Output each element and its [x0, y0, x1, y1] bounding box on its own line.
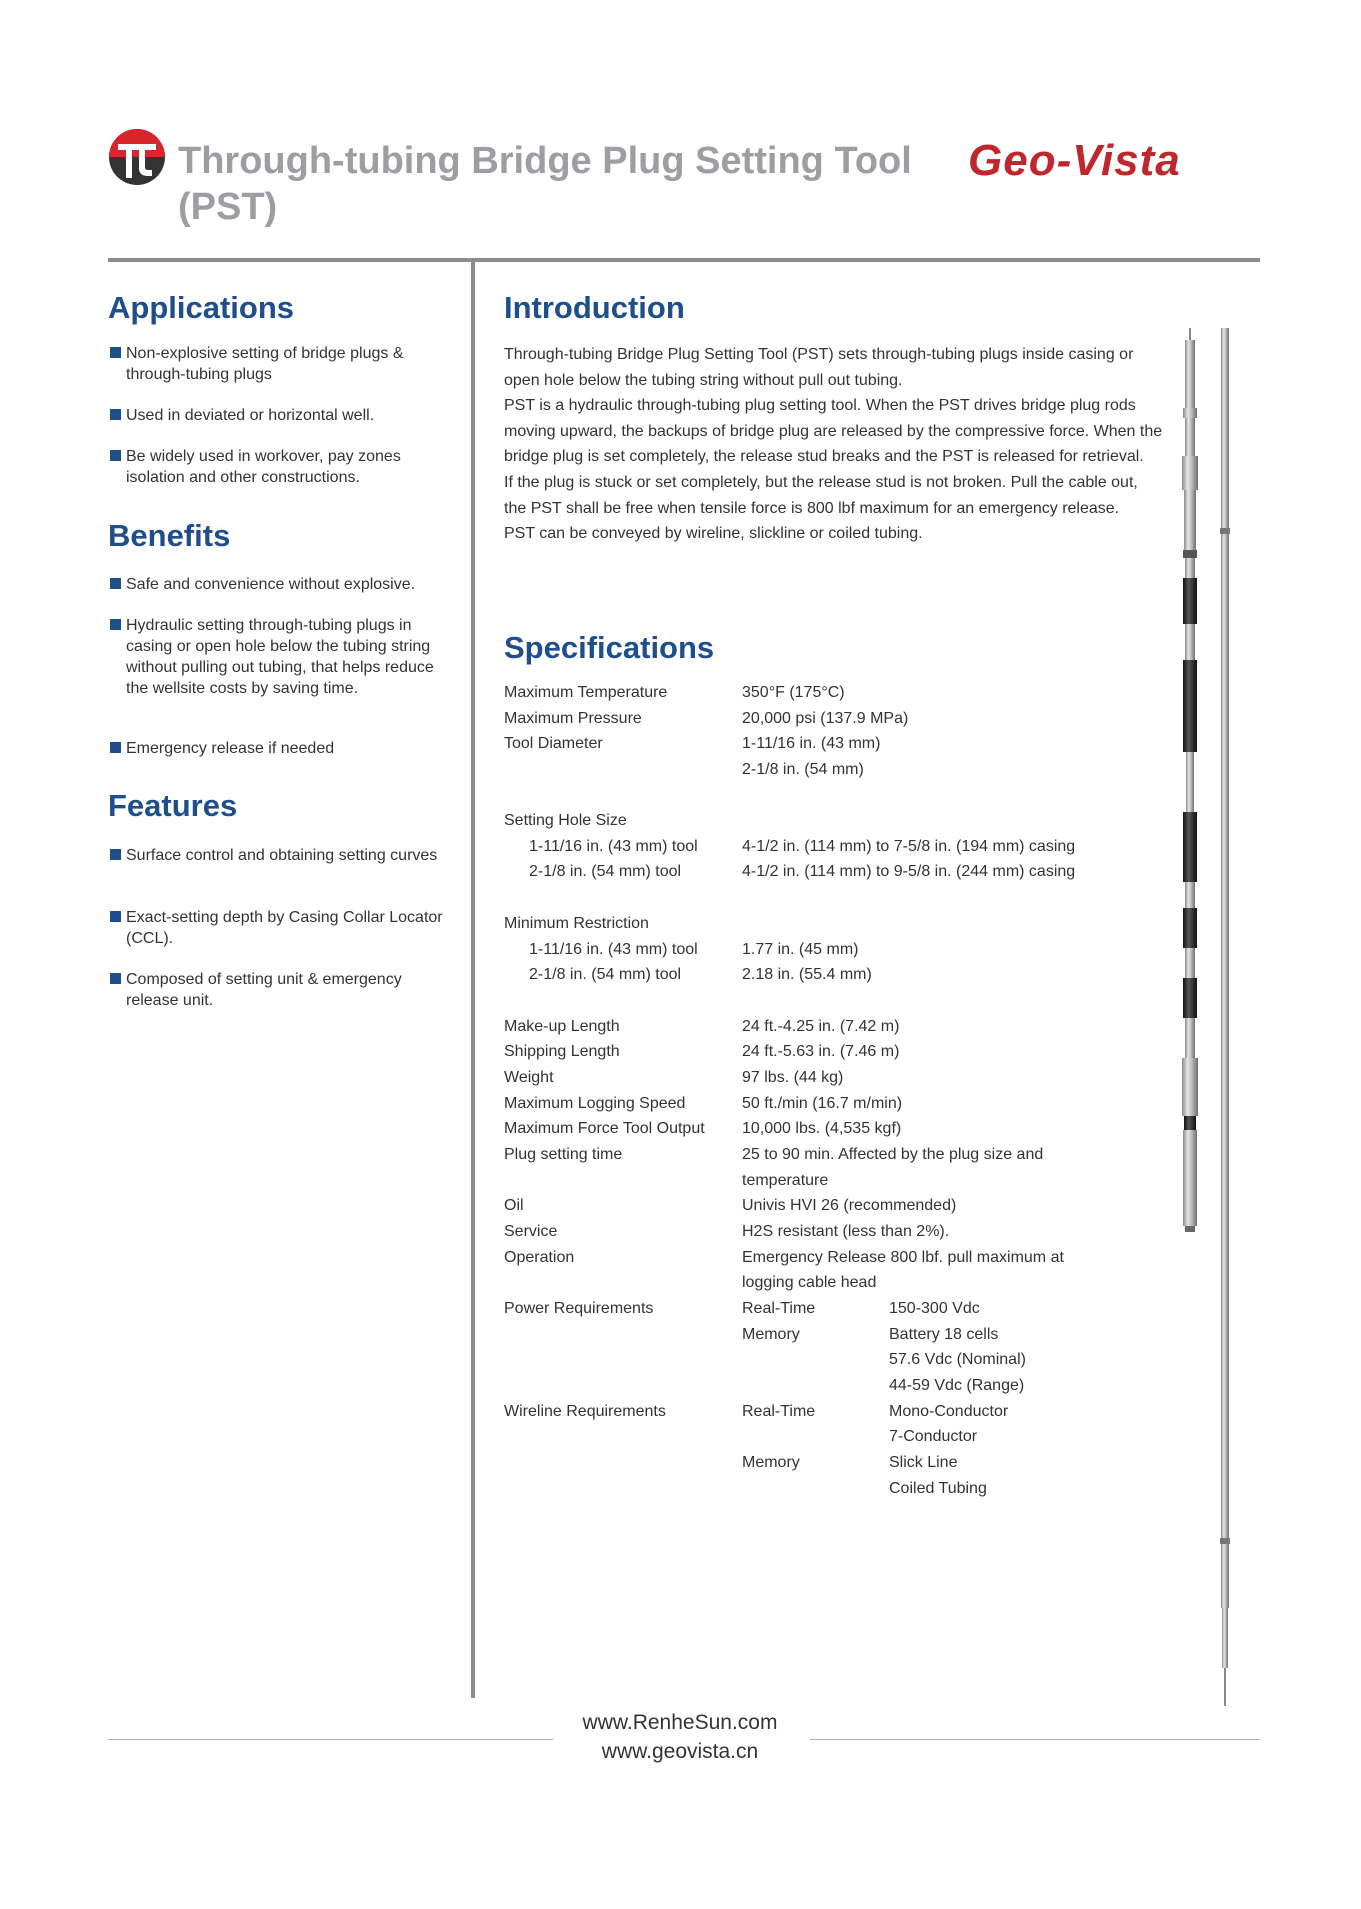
- spec-label: Shipping Length: [504, 1043, 620, 1060]
- bullet-square-icon: [110, 973, 121, 984]
- bullet-square-icon: [110, 619, 121, 630]
- spec-value: 1-11/16 in. (43 mm): [742, 735, 881, 752]
- bullet-square-icon: [110, 347, 121, 358]
- spec-label: Maximum Logging Speed: [504, 1095, 686, 1112]
- spec-value: 24 ft.-4.25 in. (7.42 m): [742, 1018, 900, 1035]
- spec-label: Maximum Pressure: [504, 710, 642, 727]
- spec-value: 150-300 Vdc: [889, 1300, 980, 1317]
- spec-value: Slick Line: [889, 1454, 958, 1471]
- spec-label: Weight: [504, 1069, 554, 1086]
- spec-sublabel: 2-1/8 in. (54 mm) tool: [529, 863, 682, 880]
- spec-label: Setting Hole Size: [504, 812, 627, 829]
- footer-url-geovista[interactable]: www.geovista.cn: [601, 1740, 759, 1763]
- spec-label: Power Requirements: [504, 1300, 654, 1317]
- spec-label: Minimum Restriction: [504, 915, 649, 932]
- spec-value: Emergency Release 800 lbf. pull maximum at: [742, 1249, 1064, 1266]
- spec-value: 97 lbs. (44 kg): [742, 1069, 844, 1086]
- spec-value: 2.18 in. (55.4 mm): [742, 966, 872, 983]
- spec-value: 57.6 Vdc (Nominal): [889, 1351, 1026, 1368]
- spec-value: Mono-Conductor: [889, 1403, 1009, 1420]
- intro-paragraph: If the plug is stuck or set completely, but the release stud is not broken. Pull the cable out, the PST shall be free when tensile force is 800 lbf maximum for an emergency release.: [504, 473, 1138, 517]
- brand-logo: Geo-Vista: [968, 136, 1181, 185]
- spec-value: 50 ft./min (16.7 m/min): [742, 1095, 903, 1112]
- list-item: Surface control and obtaining setting curves: [110, 845, 450, 866]
- spec-sublabel: Memory: [742, 1326, 800, 1343]
- features-heading: Features: [108, 788, 238, 823]
- spec-value: 24 ft.-5.63 in. (7.46 m): [742, 1043, 900, 1060]
- spec-label: Oil: [504, 1197, 524, 1214]
- spec-value: Battery 18 cells: [889, 1326, 999, 1343]
- spec-sublabel: 1-11/16 in. (43 mm) tool: [529, 838, 698, 855]
- bullet-square-icon: [110, 742, 121, 753]
- spec-value: 4-1/2 in. (114 mm) to 9-5/8 in. (244 mm) casing: [742, 863, 1076, 880]
- spec-sublabel: Real-Time: [742, 1300, 816, 1317]
- list-item: Exact-setting depth by Casing Collar Locator (CCL).: [110, 907, 450, 949]
- spec-value: 10,000 lbs. (4,535 kgf): [742, 1120, 902, 1137]
- list-item: Emergency release if needed: [110, 738, 450, 759]
- header-divider: [108, 258, 1260, 262]
- spec-value: temperature: [742, 1172, 829, 1189]
- list-item: Be widely used in workover, pay zones isolation and other constructions.: [110, 446, 450, 488]
- intro-paragraph: Through-tubing Bridge Plug Setting Tool (PST) sets through-tubing plugs inside casing or open hole below the tubing string without pull out tubing.: [504, 346, 1134, 389]
- spec-label: Wireline Requirements: [504, 1403, 666, 1420]
- spec-sublabel: 1-11/16 in. (43 mm) tool: [529, 941, 698, 958]
- list-item: Composed of setting unit & emergency release unit.: [110, 969, 450, 1011]
- bullet-square-icon: [110, 578, 121, 589]
- spec-value: 2-1/8 in. (54 mm): [742, 761, 864, 778]
- renhesun-logo-icon: [108, 128, 166, 186]
- spec-value: 25 to 90 min. Affected by the plug size and: [742, 1146, 1044, 1163]
- intro-paragraph: PST can be conveyed by wireline, slickline or coiled tubing.: [504, 525, 923, 543]
- spec-label: Plug setting time: [504, 1146, 623, 1163]
- bullet-square-icon: [110, 450, 121, 461]
- bullet-square-icon: [110, 409, 121, 420]
- spec-value: 20,000 psi (137.9 MPa): [742, 710, 909, 727]
- bullet-square-icon: [110, 911, 121, 922]
- spec-value: logging cable head: [742, 1274, 877, 1291]
- intro-paragraph: PST is a hydraulic through-tubing plug setting tool. When the PST drives bridge plug rods moving upward, the backups of bridge plug are released by the compressive force. When the bridge plug is set completely, the release stud breaks and the PST is released for retrieval.: [504, 397, 1163, 466]
- bullet-square-icon: [110, 849, 121, 860]
- list-item: Safe and convenience without explosive.: [110, 574, 450, 595]
- spec-value: 350°F (175°C): [742, 684, 845, 701]
- spec-sublabel: Memory: [742, 1454, 800, 1471]
- introduction-body: [504, 342, 1164, 547]
- footer-url-renhesun[interactable]: www.RenheSun.com: [582, 1711, 778, 1734]
- spec-label: Service: [504, 1223, 558, 1240]
- spec-sublabel: 2-1/8 in. (54 mm) tool: [529, 966, 682, 983]
- spec-sublabel: Real-Time: [742, 1403, 816, 1420]
- spec-value: 44-59 Vdc (Range): [889, 1377, 1025, 1394]
- spec-value: Coiled Tubing: [889, 1480, 987, 1497]
- spec-value: 1.77 in. (45 mm): [742, 941, 859, 958]
- column-divider: [471, 262, 475, 1698]
- applications-heading: Applications: [108, 290, 295, 325]
- spec-value: 4-1/2 in. (114 mm) to 7-5/8 in. (194 mm) casing: [742, 838, 1076, 855]
- spec-label: Maximum Force Tool Output: [504, 1120, 705, 1137]
- list-item: Hydraulic setting through-tubing plugs in casing or open hole below the tubing string without pulling out tubing, that helps reduce the wellsite costs by saving time.: [110, 615, 450, 699]
- spec-label: Tool Diameter: [504, 735, 603, 752]
- list-item: Non-explosive setting of bridge plugs & through-tubing plugs: [110, 343, 450, 385]
- spec-value: 7-Conductor: [889, 1428, 978, 1445]
- spec-label: Maximum Temperature: [504, 684, 668, 701]
- benefits-heading: Benefits: [108, 518, 231, 553]
- tool-illustration: [1170, 328, 1240, 1706]
- list-item: Used in deviated or horizontal well.: [110, 405, 450, 426]
- introduction-heading: Introduction: [504, 290, 685, 325]
- spec-value: Univis HVI 26 (recommended): [742, 1197, 957, 1214]
- specifications-heading: Specifications: [504, 630, 715, 665]
- spec-label: Make-up Length: [504, 1018, 620, 1035]
- spec-value: H2S resistant (less than 2%).: [742, 1223, 950, 1240]
- spec-label: Operation: [504, 1249, 575, 1266]
- page-title: Through-tubing Bridge Plug Setting Tool (PST): [178, 140, 912, 228]
